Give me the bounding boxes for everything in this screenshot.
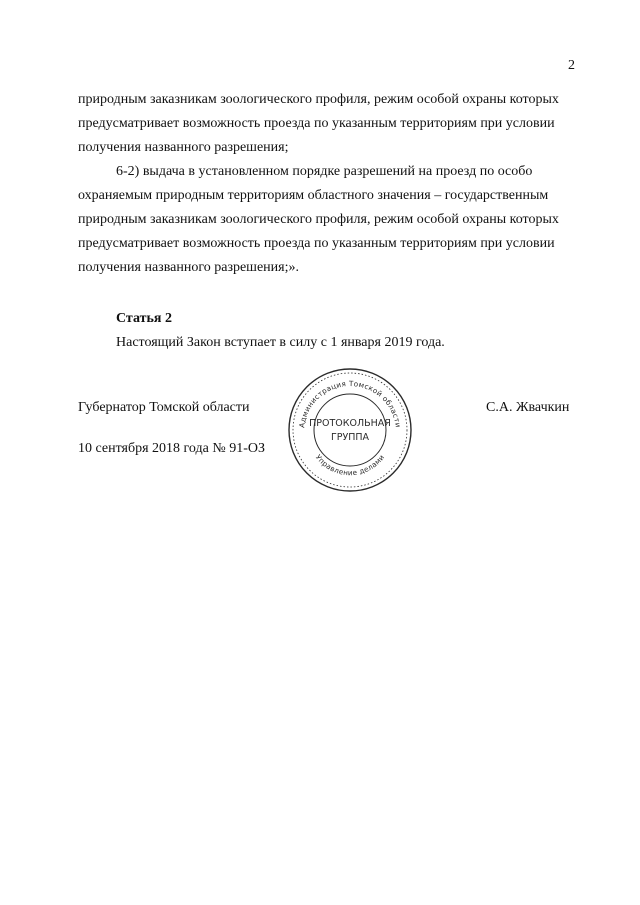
seal-center-line-2: ГРУППА — [330, 432, 370, 443]
official-seal-stamp — [286, 366, 414, 494]
text-line: получения названного разрешения;». — [78, 260, 299, 275]
svg-text:Управление делами — [314, 453, 386, 477]
seal-center-line-1: ПРОТОКОЛЬНАЯ — [309, 418, 391, 429]
body-paragraph-2 — [78, 160, 582, 280]
seal-outer-text-top: Администрация Томской области — [297, 378, 403, 429]
text-line: предусматривает возможность проезда по указанным территориям при условии — [78, 236, 555, 251]
law-date-number: 10 сентября 2018 года № 91-ОЗ — [78, 441, 265, 456]
page-number: 2 — [568, 58, 575, 73]
text-line: предусматривает возможность проезда по указанным территориям при условии — [78, 116, 555, 131]
governor-title: Губернатор Томской области — [78, 400, 250, 415]
text-line: природным заказникам зоологического профиля, режим особой охраны которых — [78, 92, 559, 107]
text-line: 6-2) выдача в установленном порядке разрешений на проезд по особо — [116, 164, 533, 179]
seal-outer-text-bottom: Управление делами — [313, 452, 387, 478]
article-heading: Статья 2 — [116, 311, 172, 326]
text-line: получения названного разрешения; — [78, 140, 289, 155]
text-line: природным заказникам зоологического профиля, режим особой охраны которых — [78, 212, 559, 227]
body-paragraph-1 — [78, 88, 582, 160]
signatory-name: С.А. Жвачкин — [486, 400, 570, 415]
article-text: Настоящий Закон вступает в силу с 1 января 2019 года. — [116, 335, 445, 350]
text-line: охраняемым природным территориям областного значения – государственным — [78, 188, 549, 203]
